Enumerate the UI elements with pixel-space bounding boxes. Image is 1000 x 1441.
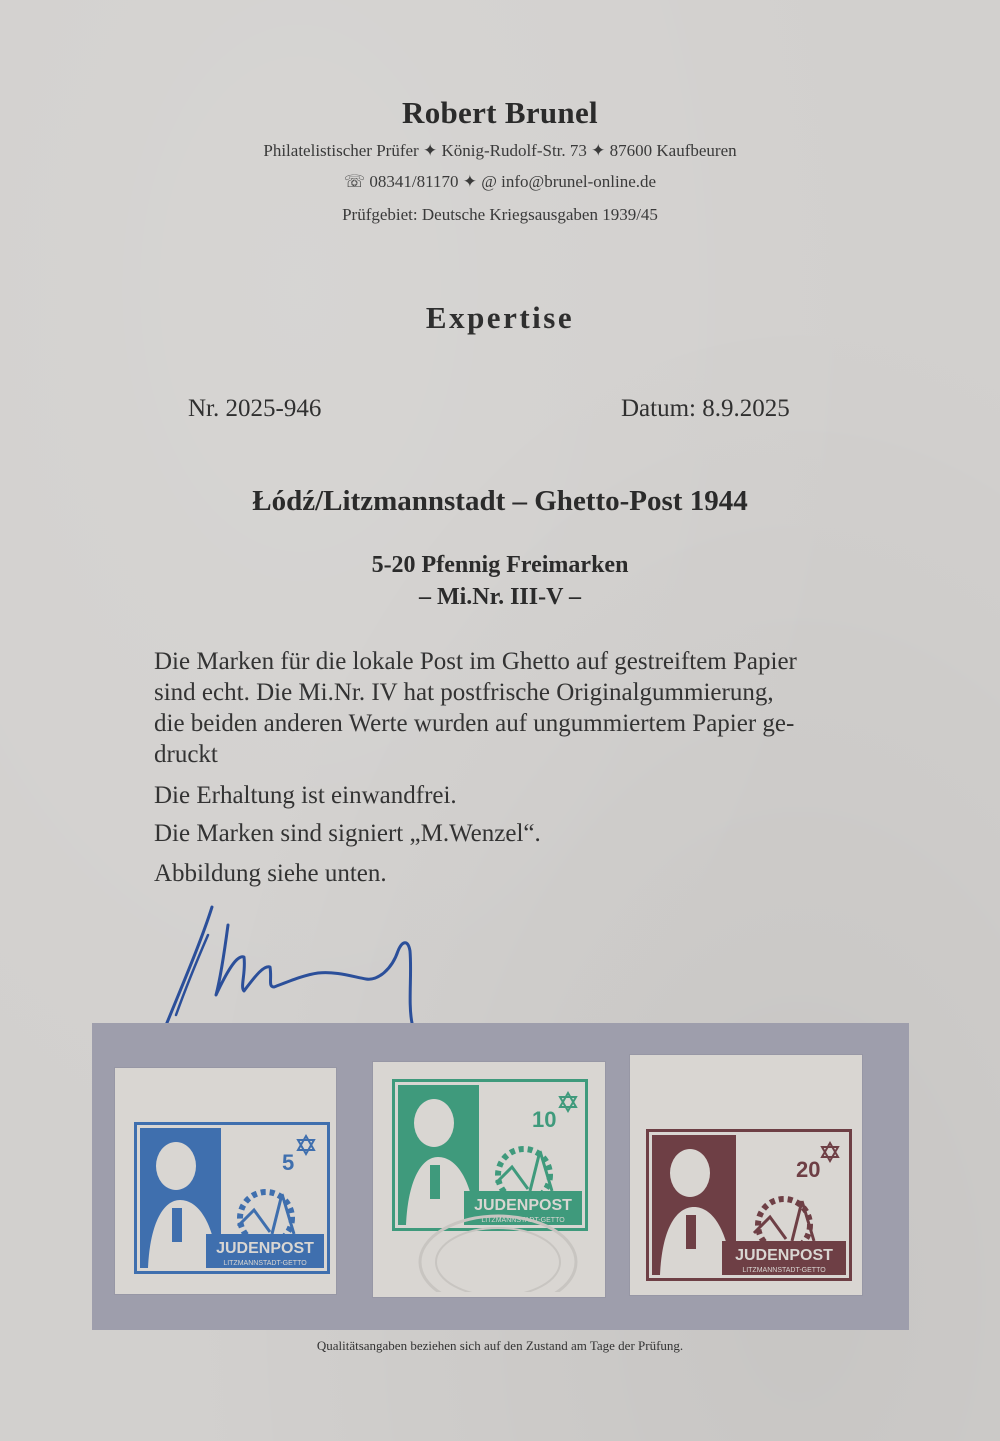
verdict-paragraph xyxy=(154,646,874,770)
certificate-title: Łódź/Litzmannstadt – Ghetto-Post 1944 xyxy=(252,485,748,517)
stamp-sublabel: LITZMANNSTADT-GETTO xyxy=(742,1267,826,1274)
certificate-subtitle: 5-20 Pfennig Freimarken xyxy=(371,552,629,578)
paragraph-line: druckt xyxy=(154,741,218,768)
stamp-value: 20 xyxy=(796,1157,821,1182)
certificate-date: Datum: 8.9.2025 xyxy=(621,395,790,422)
stamp-card xyxy=(630,1055,862,1295)
catalogue-numbers: – Mi.Nr. III-V – xyxy=(418,584,581,610)
stamp-label: JUDENPOST xyxy=(735,1247,833,1264)
examiner-contact: ☏ 08341/81170 ✦ @ info@brunel-online.de xyxy=(343,172,657,191)
examiner-address: Philatelistischer Prüfer ✦ König-Rudolf-Str. 73 ✦ 87600 Kaufbeuren xyxy=(263,141,737,160)
stamp-label: JUDENPOST xyxy=(216,1240,314,1257)
signature-statement: Die Marken sind signiert „M.Wenzel“. xyxy=(154,820,541,847)
stamp-sublabel: LITZMANNSTADT-GETTO xyxy=(223,1260,307,1267)
paragraph-line: die beiden anderen Werte wurden auf ungummiertem Papier ge- xyxy=(154,710,795,737)
footer-disclaimer: Qualitätsangaben beziehen sich auf den Zustand am Tage der Prüfung. xyxy=(316,1338,684,1353)
stamp-10-pfennig xyxy=(392,1079,588,1231)
stamp-20-pfennig xyxy=(646,1129,852,1281)
condition-statement: Die Erhaltung ist einwandfrei. xyxy=(154,782,457,809)
stamp-value: 10 xyxy=(532,1107,557,1132)
stamp-illustration-panel xyxy=(92,1023,909,1330)
illustration-note: Abbildung siehe unten. xyxy=(154,860,387,887)
stamp-value: 5 xyxy=(282,1150,295,1175)
certificate-number: Nr. 2025-946 xyxy=(188,395,322,422)
examiner-emboss-stamp xyxy=(413,1212,583,1292)
stamp-label: JUDENPOST xyxy=(474,1197,572,1214)
paragraph-line: sind echt. Die Mi.Nr. IV hat postfrische Originalgummierung, xyxy=(154,679,774,706)
stamp-sublabel: LITZMANNSTADT-GETTO xyxy=(481,1217,565,1224)
stamp-card xyxy=(373,1062,605,1297)
stamp-card xyxy=(115,1068,336,1294)
examination-area: Prüfgebiet: Deutsche Kriegsausgaben 1939/45 xyxy=(342,205,658,224)
document-heading: Expertise xyxy=(425,300,575,335)
examiner-name: Robert Brunel xyxy=(402,95,598,130)
paragraph-line: Die Marken für die lokale Post im Ghetto auf gestreiftem Papier xyxy=(154,648,797,675)
stamp-5-pfennig xyxy=(134,1122,330,1274)
